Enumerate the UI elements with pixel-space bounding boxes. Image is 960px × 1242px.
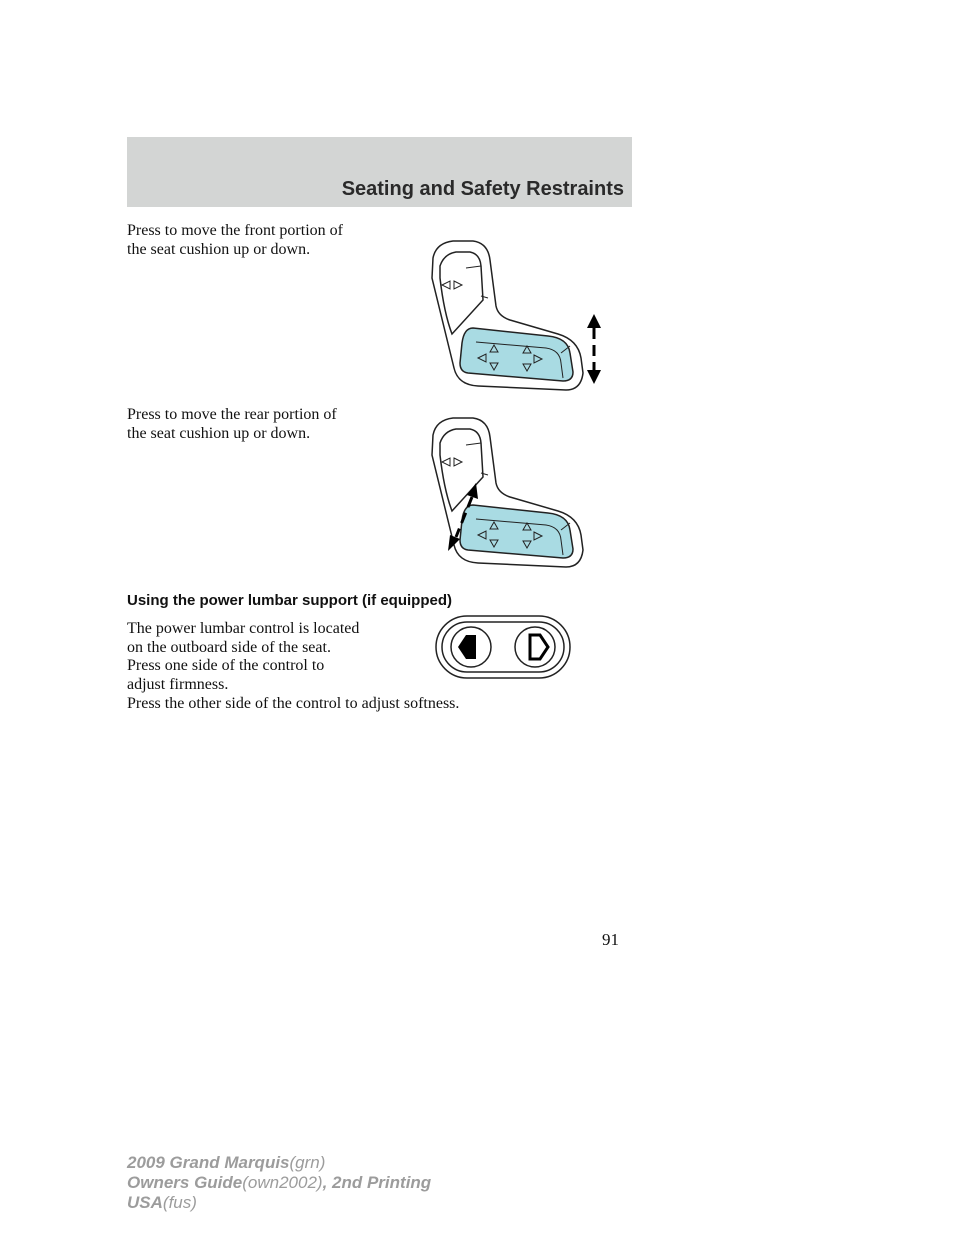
lumbar-softness-line: Press the other side of the control to adjust softness. [127,695,460,712]
footer-market: USA [127,1193,163,1212]
rear-cushion-text-line2: the seat cushion up or down. [127,425,311,442]
seat-control-front-tilt-icon [418,238,618,398]
lumbar-control-icon [434,614,574,684]
footer-guide: Owners Guide [127,1173,243,1192]
lumbar-firmness-line2: adjust firmness. [127,676,229,693]
page-number: 91 [602,930,619,949]
footer-line1 [127,1153,431,1173]
footer-guide-code: (own2002) [242,1173,323,1192]
lumbar-firmness-line1: Press one side of the control to [127,657,325,674]
page-section-title: Seating and Safety Restraints [341,178,624,200]
lumbar-section-heading: Using the power lumbar support (if equipped) [127,592,452,609]
lumbar-location-line1: The power lumbar control is located [127,620,360,637]
footer-line2 [127,1173,431,1193]
header-band [127,137,632,207]
lumbar-location-line2: on the outboard side of the seat. [127,639,331,656]
footer-printing: , 2nd Printing [322,1173,432,1192]
front-cushion-text-line2: the seat cushion up or down. [127,241,311,258]
footer-imprint [127,1153,431,1213]
footer-vehicle-code: (grn) [289,1153,326,1172]
footer-vehicle: 2009 Grand Marquis [127,1153,290,1172]
footer-line3 [127,1193,431,1213]
rear-cushion-text-line1: Press to move the rear portion of [127,406,337,423]
seat-control-rear-tilt-icon [418,415,618,575]
footer-market-code: (fus) [162,1193,197,1212]
front-cushion-text-line1: Press to move the front portion of [127,222,343,239]
